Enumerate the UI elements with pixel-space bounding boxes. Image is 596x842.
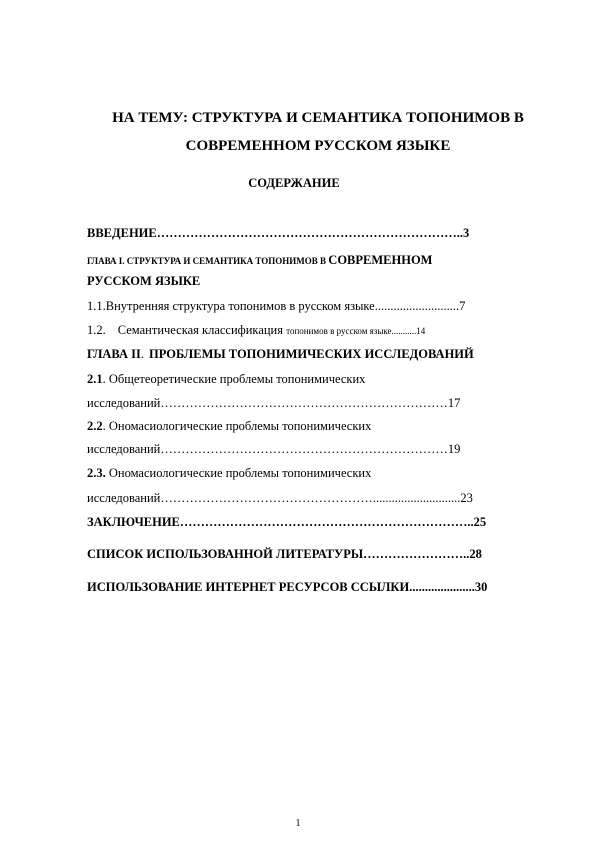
- toc-chapter-2-title: ПРОБЛЕМЫ ТОПОНИМИЧЕСКИХ ИССЛЕДОВАНИЙ: [148, 347, 474, 361]
- title-line-2: СОВРЕМЕННОМ РУССКОМ ЯЗЫКЕ: [185, 138, 451, 154]
- toc-1-2-title: Семантическая классификация: [117, 323, 287, 337]
- toc-chapter-2-label: ГЛАВА II: [87, 347, 141, 361]
- toc-2-2-number: 2.2: [87, 419, 103, 433]
- toc-2-3-title: Ономасиологические проблемы топонимических: [105, 466, 372, 480]
- toc-chapter-1-prefix: ГЛАВА I. СТРУКТУРА И СЕМАНТИКА ТОПОНИМОВ В: [87, 256, 329, 266]
- toc-entry-chapter-1: [87, 253, 532, 268]
- toc-2-3-number: 2.3.: [87, 466, 106, 480]
- page-number: 1: [295, 818, 301, 829]
- toc-entry-chapter-1-line-2: РУССКОМ ЯЗЫКЕ: [87, 274, 201, 288]
- document-title: [60, 104, 576, 160]
- toc-chapter-2-dot: .: [140, 347, 144, 361]
- title-line-1: НА ТЕМУ: СТРУКТУРА И СЕМАНТИКА ТОПОНИМОВ В: [112, 110, 524, 126]
- toc-entry-2-1: [87, 372, 532, 387]
- toc-entry-conclusion: ЗАКЛЮЧЕНИЕ……………………………………………………………..25: [87, 515, 487, 529]
- toc-entry-chapter-2: [87, 347, 532, 362]
- toc-2-1-title: . Общетеоретические проблемы топонимических: [102, 372, 366, 386]
- toc-2-2-title: . Ономасиологические проблемы топонимических: [102, 419, 372, 433]
- toc-entry-2-1-line-2: исследований……………………………………………………………17: [87, 396, 461, 410]
- toc-entry-2-3: [87, 466, 532, 481]
- toc-entry-2-2: [87, 419, 532, 434]
- toc-2-1-number: 2.1: [87, 372, 103, 386]
- toc-1-2-title-small: топонимов в русском языке...........14: [286, 326, 426, 336]
- contents-heading-text: СОДЕРЖАНИЕ: [248, 176, 340, 190]
- toc-entry-1-2: [87, 323, 532, 338]
- toc-entry-internet-resources: ИСПОЛЬЗОВАНИЕ ИНТЕРНЕТ РЕСУРСОВ ССЫЛКИ.....................30: [87, 580, 488, 594]
- toc-1-2-number: 1.2.: [87, 323, 106, 337]
- toc-entry-2-2-line-2: исследований……………………………………………………………19: [87, 442, 461, 456]
- toc-entry-2-3-line-2: исследований……………………………………………............................23: [87, 491, 473, 505]
- toc-entry-1-1: 1.1.Внутренняя структура топонимов в русском языке...........................7: [87, 299, 466, 313]
- toc-entry-intro: ВВЕДЕНИЕ………………………………………………………………..3: [87, 226, 470, 240]
- toc-entry-references: СПИСОК ИСПОЛЬЗОВАННОЙ ЛИТЕРАТУРЫ……………………..28: [87, 547, 482, 561]
- toc-chapter-1-suffix: СОВРЕМЕННОМ: [328, 253, 433, 267]
- contents-heading: [0, 176, 596, 191]
